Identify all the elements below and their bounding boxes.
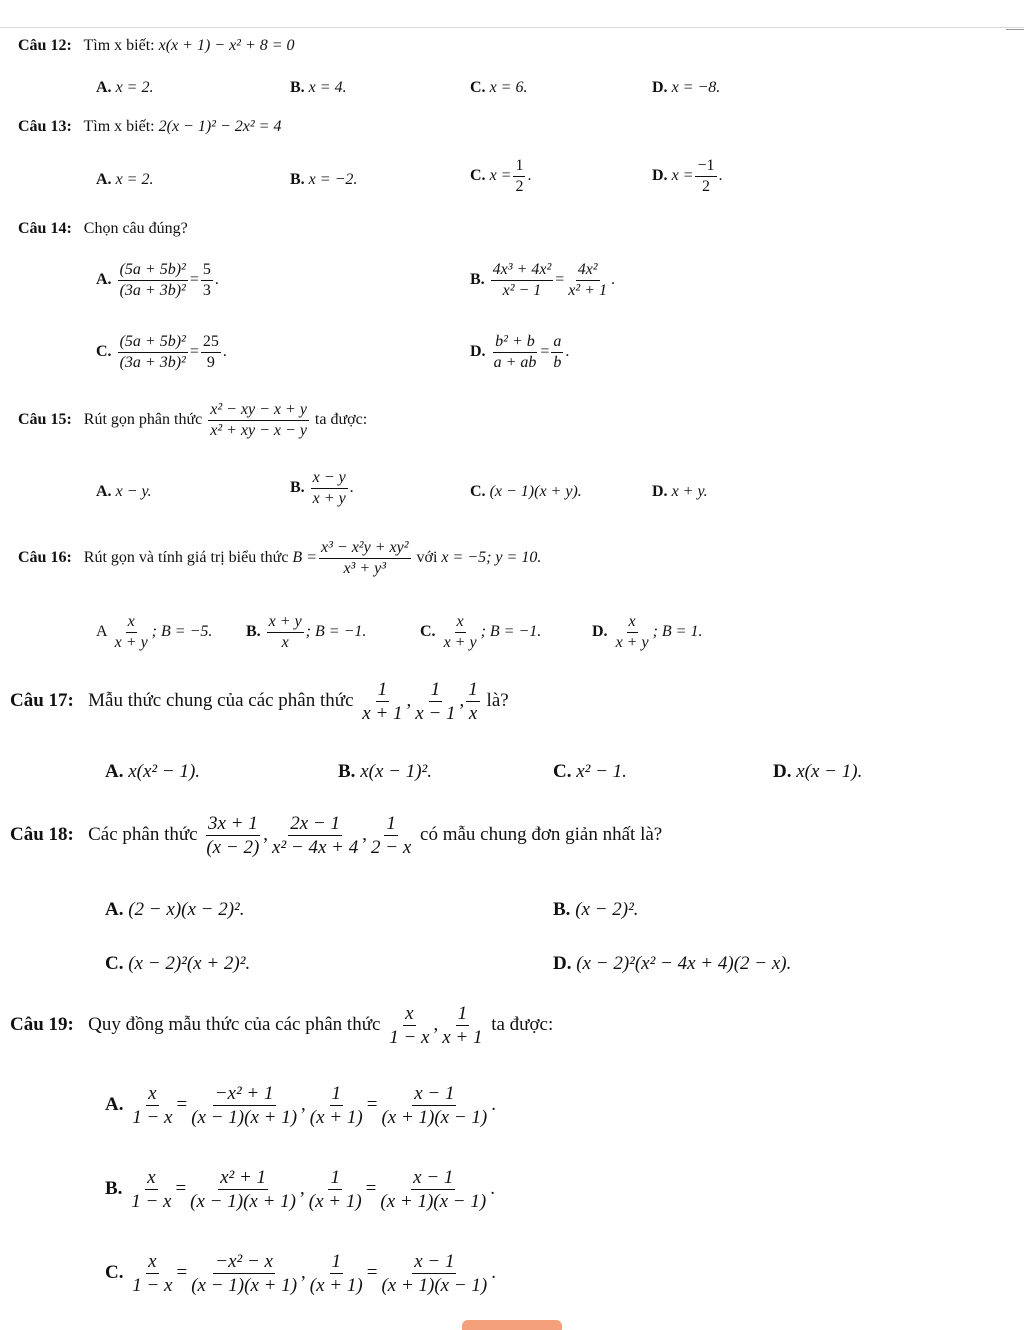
numerator: 1 — [331, 1083, 341, 1104]
fraction — [369, 814, 413, 857]
denominator: a + ab — [493, 354, 537, 371]
option-text: x(x − 1). — [796, 761, 863, 782]
numerator: x — [148, 1083, 157, 1104]
numerator: x − 1 — [413, 1167, 454, 1188]
option-tail: . — [565, 343, 570, 361]
option-c[interactable]: C. $\frac{x}{1 - x}$ = $\frac{\text{−x² − x}}{(x - 1)(x + 1)}$ , $\frac{1}{(x + 1)}$ = $\frac{x - 1}{(x + 1)(x - 1)}$ . — [105, 1251, 497, 1296]
option-text: (x − 1)(x + y). — [489, 483, 582, 500]
numerator: x + y — [267, 614, 304, 633]
option-a[interactable]: A. $\frac{x}{1 - x}$ = $\frac{\text{−x² + 1}}{(x - 1)(x + 1)}$ , $\frac{1}{(x + 1)}$ = $\frac{x - 1}{(x + 1)(x - 1)}$ . — [105, 1083, 497, 1128]
denominator: x + 1 — [362, 703, 403, 724]
numerator: b² + b — [493, 334, 537, 353]
option-tail: ; B = 1. — [652, 623, 703, 641]
question-stem: Rút gọn phân thức — [83, 411, 203, 429]
option-letter: C. — [96, 343, 112, 361]
denominator: (x + 1)(x − 1) — [381, 1107, 488, 1128]
fraction — [378, 1168, 488, 1211]
question-condition: x = −5; y = 10. — [441, 549, 542, 567]
option-text: (x − 2)². — [575, 899, 639, 920]
option-tail: . — [718, 167, 723, 185]
question-math: x(x + 1) − x² + 8 = 0 — [158, 37, 295, 54]
numerator: 4x³ + 4x² — [491, 262, 554, 281]
denominator: b — [553, 354, 562, 371]
corner-mark — [1006, 29, 1024, 30]
option-b[interactable] — [290, 172, 357, 188]
numerator: 1 — [430, 679, 441, 700]
fraction — [113, 614, 150, 651]
question-stem: Tìm x biết: — [83, 118, 155, 135]
numerator: (5a + 5b)² — [118, 334, 188, 353]
option-d[interactable] — [470, 334, 569, 371]
question-stem: Chọn câu đúng? — [83, 220, 188, 237]
question-tail: có mẫu chung đơn giản nhất là? — [420, 823, 663, 845]
option-letter: B. — [553, 899, 571, 920]
option-c[interactable] — [105, 954, 250, 973]
numerator: −x² + 1 — [214, 1083, 274, 1104]
denominator: (x + 1) — [309, 1107, 363, 1128]
question-label: Câu 13: — [18, 118, 72, 135]
numerator: 1 — [331, 1251, 341, 1272]
question-label: Câu 19: — [10, 1013, 74, 1035]
fraction — [614, 614, 651, 651]
option-text: (2 − x)(x − 2)². — [128, 899, 245, 920]
numerator: 1 — [468, 679, 478, 700]
denominator: (x − 1)(x + 1) — [191, 1107, 298, 1128]
option-b[interactable] — [338, 762, 432, 781]
option-letter: C. — [553, 761, 572, 782]
question-label: Câu 18: — [10, 823, 74, 845]
option-letter: D. — [652, 483, 668, 500]
option-letter: D. — [652, 167, 668, 185]
fraction — [204, 814, 261, 857]
option-d[interactable] — [652, 158, 723, 195]
option-a[interactable] — [96, 80, 153, 96]
option-a[interactable] — [96, 172, 153, 188]
question-15 — [18, 402, 367, 439]
denominator: x³ + y³ — [343, 560, 387, 577]
denominator: 2 − x — [371, 837, 412, 858]
numerator: x — [627, 614, 638, 633]
option-text: x(x² − 1). — [128, 761, 201, 782]
option-letter: A. — [105, 1093, 124, 1115]
top-divider — [0, 27, 1024, 28]
option-letter: B. — [246, 623, 261, 641]
option-text: (x − 2)²(x² − 4x + 4)(2 − x). — [576, 953, 792, 974]
option-letter: B. — [290, 171, 305, 188]
denominator: (3a + 3b)² — [119, 282, 186, 299]
option-c[interactable] — [553, 762, 627, 781]
option-letter: A. — [105, 899, 124, 920]
option-letter: C. — [470, 167, 486, 185]
option-b[interactable] — [553, 900, 639, 919]
numerator: 1 — [377, 679, 388, 700]
denominator: (3a + 3b)² — [119, 354, 186, 371]
option-text: x + y. — [671, 483, 708, 500]
fraction — [118, 334, 188, 371]
option-letter: C. — [105, 953, 124, 974]
question-tail: với — [416, 549, 438, 567]
numerator: 3x + 1 — [207, 813, 258, 834]
fraction — [130, 1084, 174, 1127]
fraction — [440, 1004, 484, 1047]
numerator: 25 — [201, 334, 221, 353]
fraction — [118, 262, 188, 299]
option-a[interactable] — [96, 614, 212, 651]
option-a[interactable] — [105, 900, 245, 919]
option-tail: . — [349, 479, 354, 497]
option-letter: B. — [470, 271, 485, 289]
numerator: x − 1 — [414, 1083, 455, 1104]
question-tail: là? — [486, 689, 509, 711]
numerator: x — [455, 614, 466, 633]
bottom-tab-button[interactable] — [462, 1320, 562, 1330]
denominator: 1 − x — [132, 1275, 173, 1296]
option-letter: A. — [96, 271, 112, 289]
option-b[interactable]: B. $\frac{x}{1 - x}$ = $\frac{\text{x² + 1}}{(x - 1)(x + 1)}$ , $\frac{1}{(x + 1)}$ = $\frac{x - 1}{(x + 1)(x - 1)}$ . — [105, 1167, 495, 1212]
numerator: x — [405, 1003, 414, 1024]
option-c[interactable] — [470, 158, 531, 195]
equals-sign: = — [189, 271, 199, 289]
question-label: Câu 17: — [10, 689, 74, 711]
denominator: (x + 1)(x − 1) — [381, 1275, 488, 1296]
numerator: x³ − x²y + xy² — [319, 540, 411, 559]
question-13 — [18, 119, 281, 135]
fraction — [413, 680, 457, 723]
question-math: 2(x − 1)² − 2x² = 4 — [158, 118, 282, 135]
denominator: x + y — [443, 634, 477, 651]
numerator: −1 — [695, 158, 716, 177]
fraction — [308, 1252, 365, 1295]
option-d[interactable] — [652, 80, 720, 96]
fraction — [491, 262, 554, 299]
denominator: x + 1 — [442, 1027, 483, 1048]
numerator: 1 — [386, 813, 396, 834]
option-text: x = 6. — [489, 79, 528, 96]
fraction — [201, 262, 213, 299]
question-tail: ta được: — [314, 411, 368, 429]
question-stem: Quy đồng mẫu thức của các phân thức — [88, 1013, 381, 1035]
question-label: Câu 15: — [18, 411, 72, 429]
option-b[interactable] — [246, 614, 366, 651]
denominator: (x + 1) — [309, 1275, 363, 1296]
denominator: x — [281, 634, 289, 651]
option-letter: B. — [290, 479, 305, 497]
option-letter: D. — [652, 79, 668, 96]
numerator: 5 — [201, 262, 213, 281]
option-d[interactable] — [773, 762, 862, 781]
fraction — [311, 470, 348, 507]
option-b[interactable] — [290, 470, 354, 507]
option-letter: B. — [105, 1177, 123, 1199]
option-letter: C. — [420, 623, 436, 641]
question-label: Câu 12: — [18, 37, 72, 54]
fraction — [208, 402, 309, 439]
question-stem: Mẫu thức chung của các phân thức — [88, 689, 354, 711]
option-letter: A. — [96, 483, 112, 500]
denominator: x + y — [615, 634, 649, 651]
option-text: x = −8. — [671, 79, 721, 96]
denominator: (x − 2) — [206, 837, 260, 858]
fraction — [360, 680, 404, 723]
option-letter: C. — [105, 1261, 124, 1283]
option-tail: . — [611, 271, 615, 289]
fraction — [130, 1252, 174, 1295]
option-letter: A. — [96, 79, 112, 96]
option-letter: B. — [338, 761, 356, 782]
option-letter: D. — [553, 953, 572, 974]
denominator: 3 — [202, 282, 211, 299]
denominator: x² − 4x + 4 — [272, 837, 359, 858]
option-tail: ; B = −5. — [151, 623, 213, 641]
question-tail: ta được: — [491, 1013, 554, 1035]
numerator: x² − xy − x + y — [208, 402, 309, 421]
option-letter: D. — [592, 623, 608, 641]
fraction — [551, 334, 563, 371]
option-letter: D. — [470, 343, 486, 361]
denominator: x — [468, 703, 478, 724]
fraction — [319, 540, 411, 577]
numerator: 2x − 1 — [290, 813, 341, 834]
numerator: (5a + 5b)² — [118, 262, 188, 281]
option-letter: A. — [105, 761, 124, 782]
denominator: (x + 1) — [308, 1191, 362, 1212]
option-tail: ; B = −1. — [305, 623, 367, 641]
denominator: 2 — [515, 178, 524, 195]
numerator: x — [147, 1167, 156, 1188]
numerator: 1 — [330, 1167, 340, 1188]
numerator: 4x² — [576, 262, 600, 281]
option-c[interactable] — [470, 484, 582, 500]
denominator: x² + 1 — [568, 282, 607, 299]
numerator: x — [148, 1251, 157, 1272]
question-label: Câu 14: — [18, 220, 72, 237]
option-letter: A. — [96, 171, 112, 188]
denominator: 9 — [206, 354, 215, 371]
question-stem: Các phân thức — [88, 823, 198, 845]
numerator: 1 — [457, 1003, 468, 1024]
numerator: a — [551, 334, 563, 353]
numerator: 1 — [513, 158, 525, 177]
question-12 — [18, 38, 295, 54]
option-a[interactable] — [96, 262, 219, 299]
option-letter: A — [96, 623, 107, 641]
denominator: x + y — [312, 490, 346, 507]
fraction — [379, 1252, 489, 1295]
equals-sign: = — [189, 343, 199, 361]
option-letter: C. — [470, 483, 486, 500]
option-text: x = 4. — [308, 79, 347, 96]
option-letter: C. — [470, 79, 486, 96]
denominator: (x − 1)(x + 1) — [191, 1275, 298, 1296]
fraction — [379, 1084, 489, 1127]
question-stem: Tìm x biết: — [83, 37, 155, 54]
option-d[interactable] — [652, 484, 708, 500]
question-lhs: B = — [292, 549, 317, 567]
option-tail: ; B = −1. — [480, 623, 542, 641]
fraction — [492, 334, 539, 371]
option-a[interactable] — [105, 762, 200, 781]
option-text: x = 2. — [115, 171, 154, 188]
option-b[interactable] — [470, 262, 615, 299]
denominator: 1 − x — [389, 1027, 430, 1048]
fraction — [513, 158, 525, 195]
fraction — [387, 1004, 431, 1047]
option-text: (x − 2)²(x + 2)². — [128, 953, 251, 974]
fraction — [442, 614, 479, 651]
fraction — [466, 680, 480, 723]
fraction — [566, 262, 609, 299]
fraction — [129, 1168, 173, 1211]
fraction — [270, 814, 360, 857]
question-19: Câu 19: Quy đồng mẫu thức của các phân thức $\frac{x}{1 - x}$ , $\frac{1}{x + 1}$ ta được: — [10, 1003, 554, 1048]
option-tail: . — [527, 167, 532, 185]
numerator: x − y — [311, 470, 348, 489]
option-d[interactable] — [592, 614, 702, 651]
option-c[interactable] — [420, 614, 541, 651]
question-18: Câu 18: Các phân thức $\frac{3x + 1}{(x - 2)}$ , $\frac{2x - 1}{\text{x² − 4x + 4}}$ , $\frac{1}{2 - x}$ có mẫu chung đơn giản nhất là? — [10, 813, 663, 858]
denominator: x + y — [114, 634, 148, 651]
fraction — [695, 158, 716, 195]
numerator: x − 1 — [414, 1251, 455, 1272]
option-d[interactable] — [553, 954, 791, 973]
fraction — [267, 614, 304, 651]
option-tail: . — [222, 343, 227, 361]
question-17: Câu 17: Mẫu thức chung của các phân thức $\frac{1}{x + 1}$ , $\frac{1}{x - 1}$ , $\frac{1}{x}$ là? — [10, 679, 509, 724]
denominator: 1 − x — [132, 1107, 173, 1128]
denominator: x² + xy − x − y — [210, 422, 307, 439]
fraction — [201, 334, 221, 371]
option-text: x = −2. — [308, 171, 358, 188]
option-b[interactable] — [290, 80, 347, 96]
option-letter: B. — [290, 79, 305, 96]
denominator: (x − 1)(x + 1) — [190, 1191, 296, 1212]
fraction — [307, 1168, 364, 1211]
question-14 — [18, 221, 188, 237]
numerator: x — [126, 614, 137, 633]
fraction — [189, 1252, 299, 1295]
option-text: x − y. — [115, 483, 152, 500]
denominator: x − 1 — [415, 703, 456, 724]
fraction — [308, 1084, 365, 1127]
option-c[interactable] — [96, 334, 227, 371]
option-a[interactable] — [96, 484, 152, 500]
denominator: 2 — [701, 178, 710, 195]
option-lhs: x = — [671, 167, 694, 185]
denominator: 1 − x — [131, 1191, 172, 1212]
numerator: −x² − x — [215, 1251, 273, 1272]
question-label: Câu 16: — [18, 549, 72, 567]
numerator: x² + 1 — [220, 1167, 267, 1188]
equals-sign: = — [540, 343, 550, 361]
question-stem: Rút gọn và tính giá trị biểu thức — [83, 549, 289, 567]
option-text: x = 2. — [115, 79, 154, 96]
denominator: (x + 1)(x − 1) — [380, 1191, 487, 1212]
fraction — [189, 1084, 299, 1127]
question-16 — [18, 540, 541, 577]
fraction — [188, 1168, 298, 1211]
option-tail: . — [214, 271, 219, 289]
denominator: x² − 1 — [502, 282, 542, 299]
equals-sign: = — [555, 271, 565, 289]
option-text: x² − 1. — [576, 761, 627, 782]
option-c[interactable] — [470, 80, 527, 96]
option-lhs: x = — [489, 167, 512, 185]
option-letter: D. — [773, 761, 792, 782]
option-text: x(x − 1)². — [360, 761, 432, 782]
